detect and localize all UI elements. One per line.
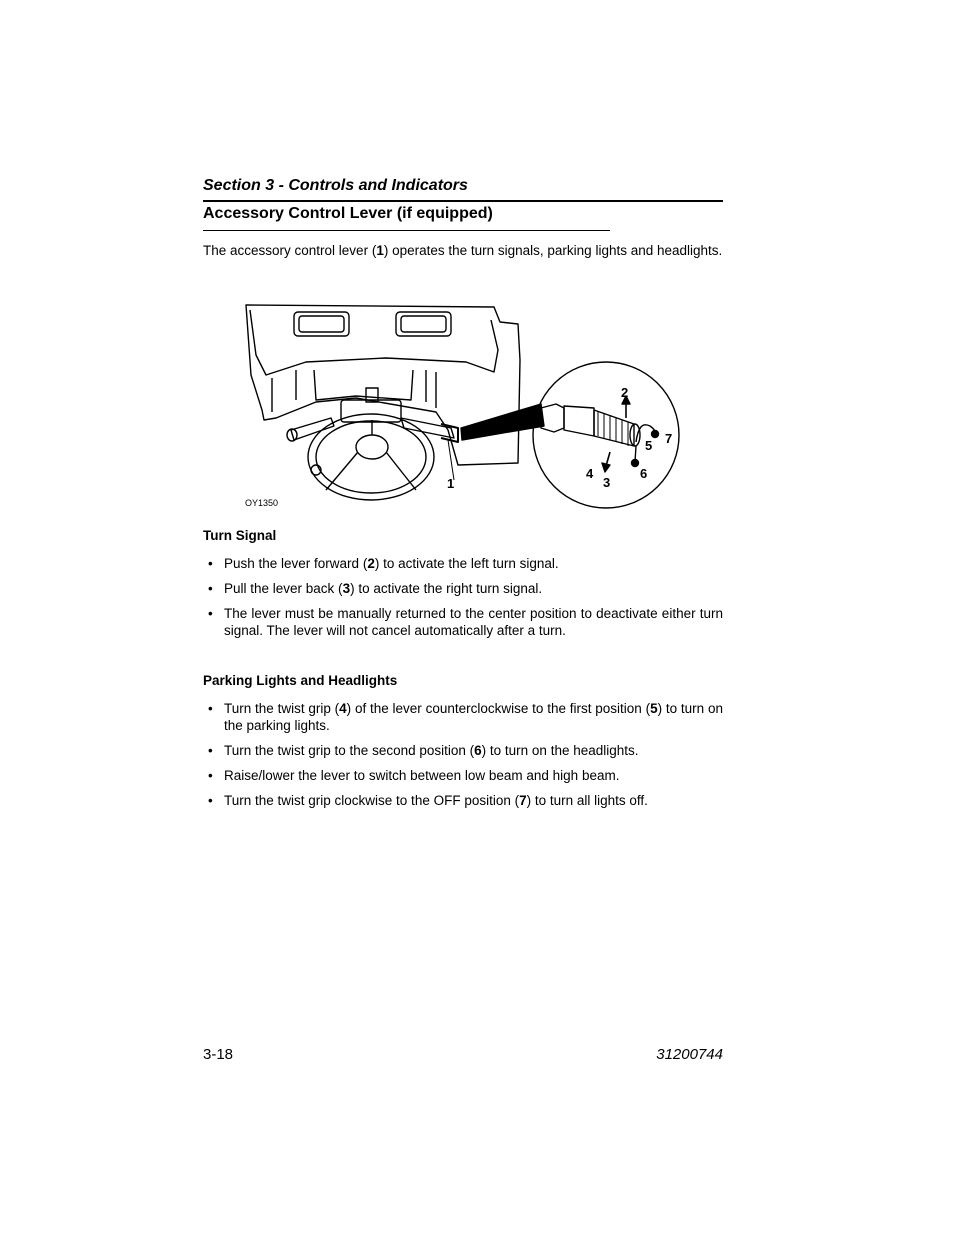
list-item: • The lever must be manually returned to the center position to deactivate either turn signal. The lever will not cancel automatically after a turn. <box>208 606 723 638</box>
callout-7: 7 <box>665 431 673 446</box>
intro-paragraph <box>203 242 723 260</box>
intro-callout-num: 1 <box>376 243 384 258</box>
list-item: • Turn the twist grip clockwise to the OFF position (7) to turn all lights off. <box>208 793 648 808</box>
intro-text-after: ) operates the turn signals, parking lights and headlights. <box>383 243 723 258</box>
accessory-lever-figure <box>236 300 686 515</box>
list-item: • Pull the lever back (3) to activate the right turn signal. <box>208 581 543 596</box>
callout-2: 2 <box>621 385 629 400</box>
figure-code: OY1350 <box>245 498 279 508</box>
list-item: • Turn the twist grip to the second position (6) to turn on the headlights. <box>208 743 639 758</box>
callout-1: 1 <box>447 476 455 491</box>
subsection-rule <box>203 230 610 231</box>
list-item: • Raise/lower the lever to switch between low beam and high beam. <box>208 768 620 783</box>
turn-signal-list <box>203 555 723 647</box>
steering-wheel-rim <box>308 414 434 500</box>
parking-lights-heading: Parking Lights and Headlights <box>203 673 398 688</box>
section-rule <box>203 200 723 202</box>
section-title: Section 3 - Controls and Indicators <box>203 177 468 194</box>
steering-column <box>341 400 401 422</box>
position-6-dot <box>632 460 639 467</box>
parking-lights-list <box>203 700 723 817</box>
detail-pointer <box>461 404 544 440</box>
callout-6: 6 <box>640 466 648 481</box>
dashboard-outline <box>246 305 520 465</box>
callout-5: 5 <box>645 438 653 453</box>
callout-3: 3 <box>603 475 611 490</box>
steering-wheel-hub <box>356 435 388 459</box>
position-7-dot <box>652 431 659 438</box>
callout-4: 4 <box>586 466 594 481</box>
document-number: 31200744 <box>656 1046 723 1063</box>
turn-signal-heading: Turn Signal <box>203 528 277 543</box>
intro-text-before: The accessory control lever ( <box>203 243 377 258</box>
subsection-title: Accessory Control Lever (if equipped) <box>203 205 493 222</box>
page-number: 3-18 <box>203 1046 234 1063</box>
detail-lever-base <box>541 404 564 432</box>
list-item: • Push the lever forward (2) to activate the left turn signal. <box>208 556 559 571</box>
list-item: • Turn the twist grip (4) of the lever counterclockwise to the first position (5) to turn on the parking lights. <box>208 701 723 733</box>
